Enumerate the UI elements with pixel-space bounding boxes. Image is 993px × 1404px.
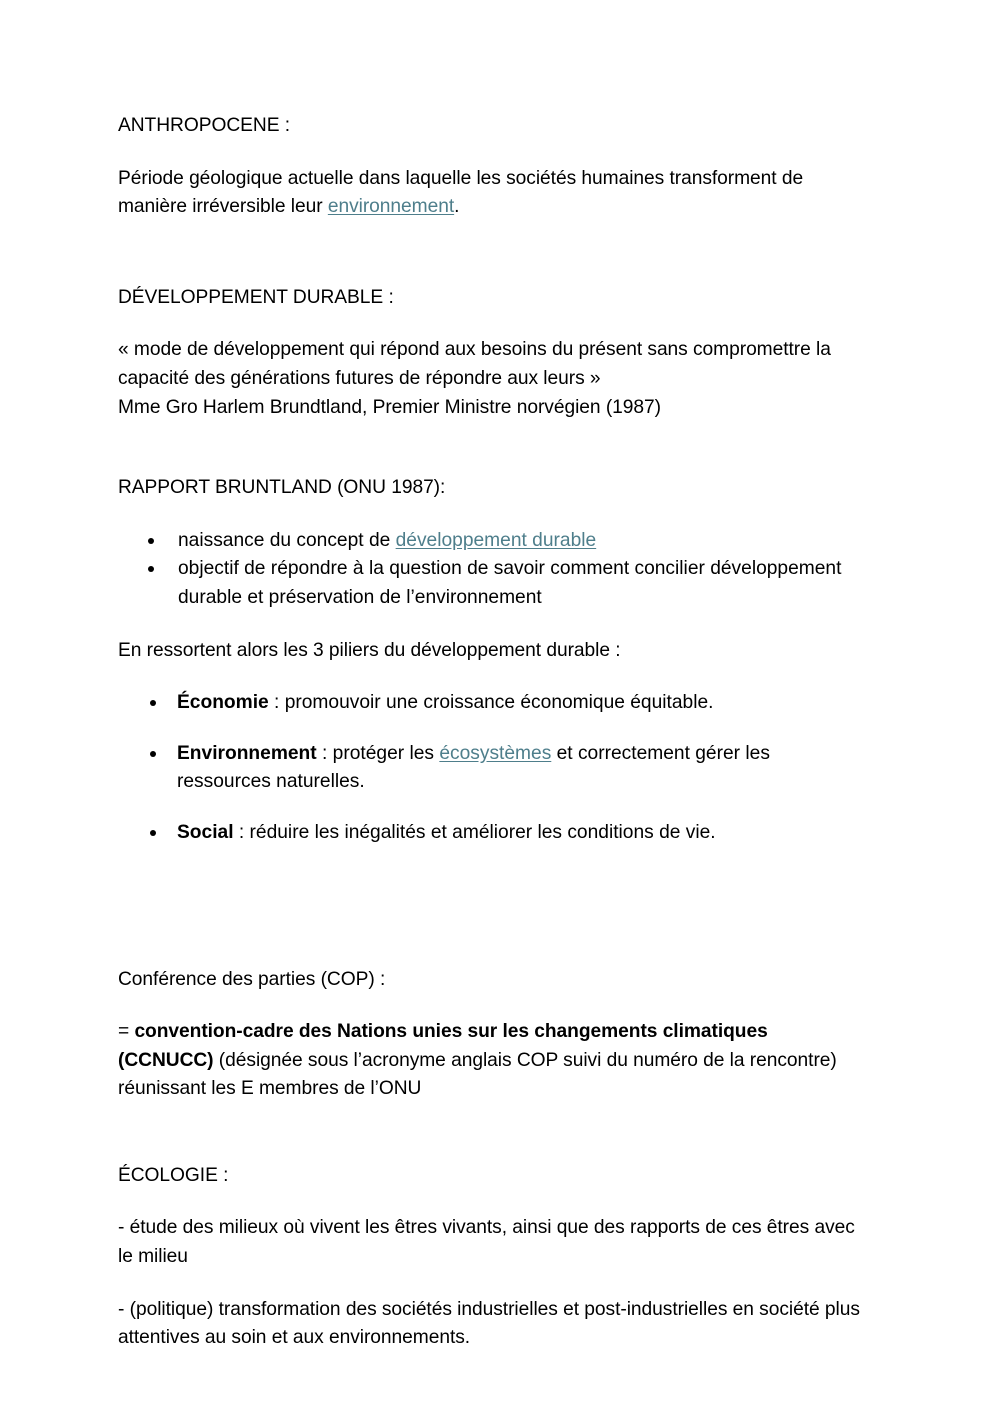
list-item-text: objectif de répondre à la question de savoir comment concilier développement durable et préservation de l’environnement <box>178 558 842 608</box>
ccnucc-bold-definition: convention-cadre des Nations unies sur les changements climatiques (CCNUCC) <box>118 1021 768 1071</box>
paragraph-ccnucc <box>118 1018 863 1104</box>
list-item <box>118 527 863 556</box>
bullet-icon <box>150 751 156 757</box>
bullet-icon <box>150 700 156 706</box>
pilier-label: Économie <box>177 692 269 714</box>
paragraph-intro-piliers: En ressortent alors les 3 piliers du développement durable : <box>118 639 621 661</box>
bullet-icon <box>148 566 154 572</box>
pilier-text-before-link: : protéger les <box>316 742 440 764</box>
anthropocene-text-after-link: . <box>454 196 460 218</box>
link-environnement[interactable]: environnement <box>327 196 455 218</box>
list-item-pilier-social <box>118 819 863 848</box>
paragraph-developpement-durable-attribution: Mme Gro Harlem Brundtland, Premier Ministre norvégien (1987) <box>118 396 661 418</box>
spacer <box>118 503 863 527</box>
spacer <box>118 1104 863 1162</box>
list-item <box>118 555 863 612</box>
spacer <box>118 312 863 336</box>
link-ecosystemes[interactable]: écosystèmes <box>439 742 552 764</box>
heading-developpement-durable: DÉVELOPPEMENT DURABLE : <box>118 286 394 308</box>
pilier-text: : promouvoir une croissance économique équitable. <box>268 692 714 714</box>
bullet-icon <box>148 538 154 544</box>
pilier-label: Social <box>177 821 234 843</box>
spacer <box>118 1272 863 1296</box>
heading-rapport-bruntland: RAPPORT BRUNTLAND (ONU 1987): <box>118 477 446 499</box>
spacer <box>118 222 863 284</box>
heading-anthropocene: ANTHROPOCENE : <box>118 115 291 136</box>
heading-ecologie: ÉCOLOGIE : <box>118 1164 229 1186</box>
list-trois-piliers <box>118 689 863 847</box>
link-developpement-durable[interactable]: développement durable <box>395 529 597 551</box>
spacer <box>118 665 863 689</box>
paragraph-ecologie-item-1: - étude des milieux où vivent les êtres vivants, ainsi que des rapports de ces êtres avec le milieu <box>118 1217 855 1268</box>
spacer <box>118 422 863 474</box>
paragraph-developpement-durable-quote: « mode de développement qui répond aux besoins du présent sans compromettre la capacité des générations futures de répondre aux leurs » <box>118 339 831 389</box>
anthropocene-text-before-link: Période géologique actuelle dans laquelle les sociétés humaines transform​ent de manière irréversible leur <box>118 167 804 218</box>
list-item-pilier-environnement <box>118 740 863 797</box>
pilier-label: Environnement <box>177 742 317 764</box>
list-item-pilier-economie <box>118 689 863 718</box>
spacer <box>118 994 863 1018</box>
list-item-text-before-link: naissance du concept de <box>178 529 396 551</box>
spacer <box>118 1190 863 1214</box>
spacer <box>118 141 863 165</box>
heading-conference-des-parties: Conférence des parties (COP) : <box>118 968 386 990</box>
equals-sign: = <box>118 1021 135 1043</box>
paragraph-anthropocene-body <box>118 165 863 222</box>
ccnucc-rest: (désignée sous l’acronyme anglais COP suivi du numéro de la rencontre) réunissant les E membres de l’ONU <box>118 1049 837 1100</box>
list-rapport-bruntland <box>118 527 863 613</box>
bullet-icon <box>150 830 156 836</box>
pilier-text-after-link: et correctement gérer les ressources naturelles. <box>177 742 770 793</box>
spacer <box>118 613 863 637</box>
spacer <box>118 848 863 966</box>
document-content <box>118 112 863 1353</box>
pilier-text: : réduire les inégalités et améliorer les conditions de vie. <box>233 821 716 843</box>
paragraph-ecologie-item-2: - (politique) transformation des sociétés industrielles et post-industrielles en société plus attentives au soin et aux environnements. <box>118 1298 860 1349</box>
